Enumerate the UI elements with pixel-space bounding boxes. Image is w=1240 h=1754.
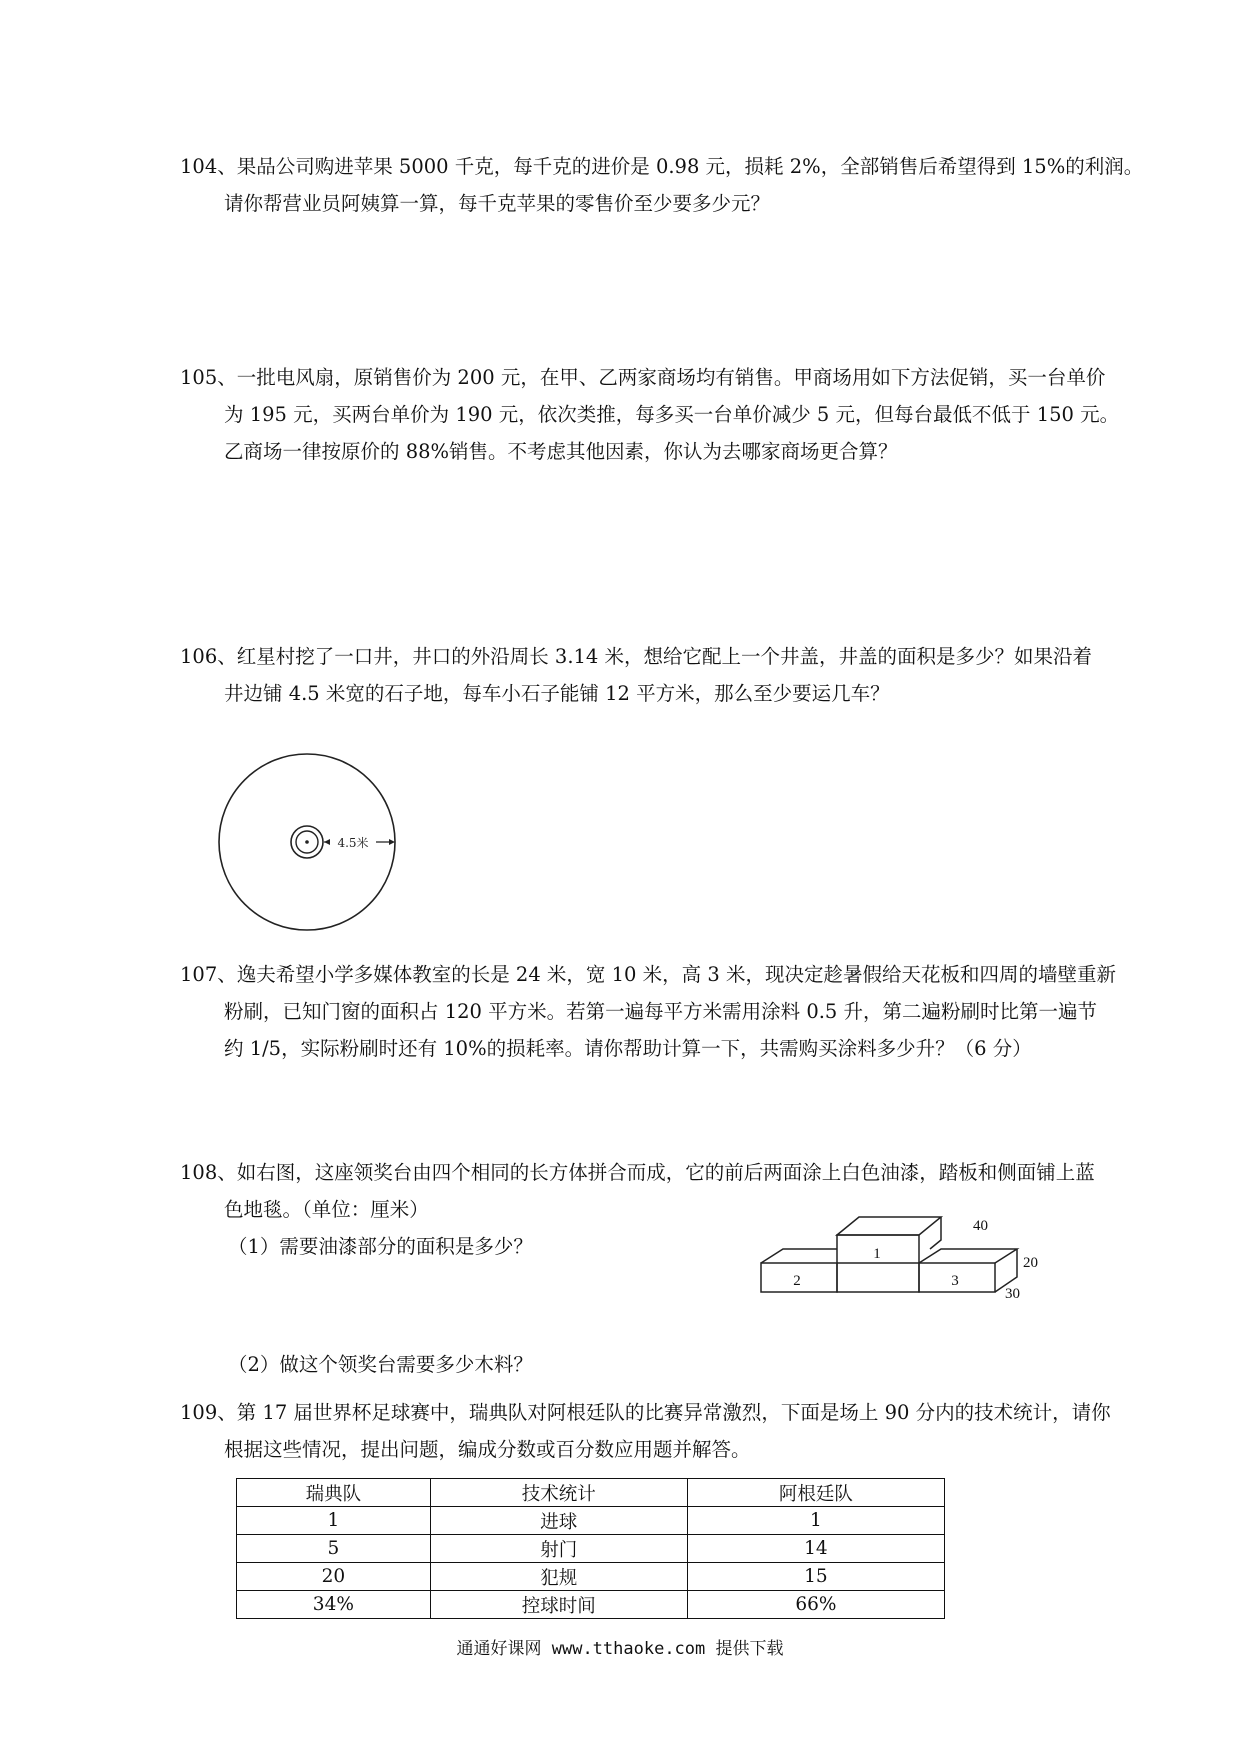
question-108-part-2: （2）做这个领奖台需要多少木料？ bbox=[228, 1353, 533, 1376]
table-cell: 5 bbox=[237, 1535, 431, 1563]
page-footer: 通通好课网 www.tthaoke.com 提供下载 bbox=[456, 1639, 784, 1659]
podium-top-face bbox=[837, 1217, 941, 1235]
podium-label-2: 2 bbox=[793, 1273, 801, 1289]
question-105-line-1: 105、一批电风扇，原销售价为 200 元，在甲、乙两家商场均有销售。甲商场用如下方法促销，买一台单价 bbox=[180, 366, 1106, 389]
table-row bbox=[237, 1591, 945, 1619]
well-center-dot bbox=[305, 840, 309, 844]
table-cell: 射门 bbox=[430, 1535, 687, 1563]
dimension-length-label: 40 bbox=[973, 1218, 988, 1234]
table-row bbox=[237, 1535, 945, 1563]
table-cell: 1 bbox=[687, 1507, 944, 1535]
dimension-width-label: 30 bbox=[1005, 1286, 1020, 1302]
table-cell: 20 bbox=[237, 1563, 431, 1591]
question-109-line-2: 根据这些情况，提出问题，编成分数或百分数应用题并解答。 bbox=[224, 1438, 751, 1461]
table-cell: 控球时间 bbox=[430, 1591, 687, 1619]
question-108-line-1: 108、如右图，这座领奖台由四个相同的长方体拼合而成，它的前后两面涂上白色油漆，踏板和侧面铺上蓝 bbox=[180, 1161, 1095, 1184]
question-104-line-2: 请你帮营业员阿姨算一算，每千克苹果的零售价至少要多少元？ bbox=[224, 192, 771, 215]
question-109 bbox=[180, 1394, 1180, 1468]
question-106 bbox=[180, 638, 1180, 712]
table-cell: 进球 bbox=[430, 1507, 687, 1535]
arrowhead-right bbox=[389, 839, 395, 845]
question-105-line-2: 为 195 元，买两台单价为 190 元，依次类推，每多买一台单价减少 5 元，但每台最低不低于 150 元。 bbox=[224, 403, 1120, 426]
question-107 bbox=[180, 956, 1180, 1067]
dimension-height-label: 20 bbox=[1023, 1255, 1038, 1271]
table-cell: 1 bbox=[237, 1507, 431, 1535]
question-104-line-1: 104、果品公司购进苹果 5000 千克，每千克的进价是 0.98 元，损耗 2%，全部销售后希望得到 15%的利润。 bbox=[180, 155, 1144, 178]
question-107-line-3: 约 1/5，实际粉刷时还有 10%的损耗率。请你帮助计算一下，共需购买涂料多少升？（6 分） bbox=[224, 1037, 1032, 1060]
technical-stats-table bbox=[236, 1478, 945, 1619]
table-header-cell: 技术统计 bbox=[430, 1479, 687, 1507]
question-107-line-2: 粉刷，已知门窗的面积占 120 平方米。若第一遍每平方米需用涂料 0.5 升，第二遍粉刷时比第一遍节 bbox=[224, 1000, 1098, 1023]
table-header-cell: 瑞典队 bbox=[237, 1479, 431, 1507]
podium-right-top bbox=[919, 1249, 1017, 1263]
question-108-line-2: 色地毯。（单位：厘米） bbox=[224, 1198, 429, 1221]
width-label: 4.5米 bbox=[337, 836, 369, 850]
question-109-line-1: 109、第 17 届世界杯足球赛中，瑞典队对阿根廷队的比赛异常激烈，下面是场上 90 分内的技术统计，请你 bbox=[180, 1401, 1111, 1424]
table-row bbox=[237, 1563, 945, 1591]
podium-label-1: 1 bbox=[873, 1246, 881, 1262]
table-header-row bbox=[237, 1479, 945, 1507]
table-cell: 66% bbox=[687, 1591, 944, 1619]
podium-left-top bbox=[761, 1249, 837, 1263]
question-105-line-3: 乙商场一律按原价的 88%销售。不考虑其他因素，你认为去哪家商场更合算？ bbox=[224, 440, 898, 463]
table-cell: 犯规 bbox=[430, 1563, 687, 1591]
question-108-part-1: （1）需要油漆部分的面积是多少？ bbox=[228, 1235, 533, 1258]
podium-label-3: 3 bbox=[951, 1273, 959, 1289]
question-106-line-2: 井边铺 4.5 米宽的石子地，每车小石子能铺 12 平方米，那么至少要运几车？ bbox=[224, 682, 890, 705]
table-cell: 14 bbox=[687, 1535, 944, 1563]
well-diagram bbox=[215, 750, 405, 940]
arrowhead-left bbox=[324, 839, 330, 845]
table-cell: 34% bbox=[237, 1591, 431, 1619]
question-105 bbox=[180, 359, 1180, 470]
question-107-line-1: 107、逸夫希望小学多媒体教室的长是 24 米，宽 10 米，高 3 米，现决定趁暑假给天花板和四周的墙壁重新 bbox=[180, 963, 1116, 986]
question-104 bbox=[180, 148, 1180, 222]
question-106-line-1: 106、红星村挖了一口井，井口的外沿周长 3.14 米，想给它配上一个井盖，井盖的面积是多少？如果沿着 bbox=[180, 645, 1093, 668]
table-row bbox=[237, 1507, 945, 1535]
table-cell: 15 bbox=[687, 1563, 944, 1591]
table-header-cell: 阿根廷队 bbox=[687, 1479, 944, 1507]
podium-diagram bbox=[755, 1205, 1055, 1305]
